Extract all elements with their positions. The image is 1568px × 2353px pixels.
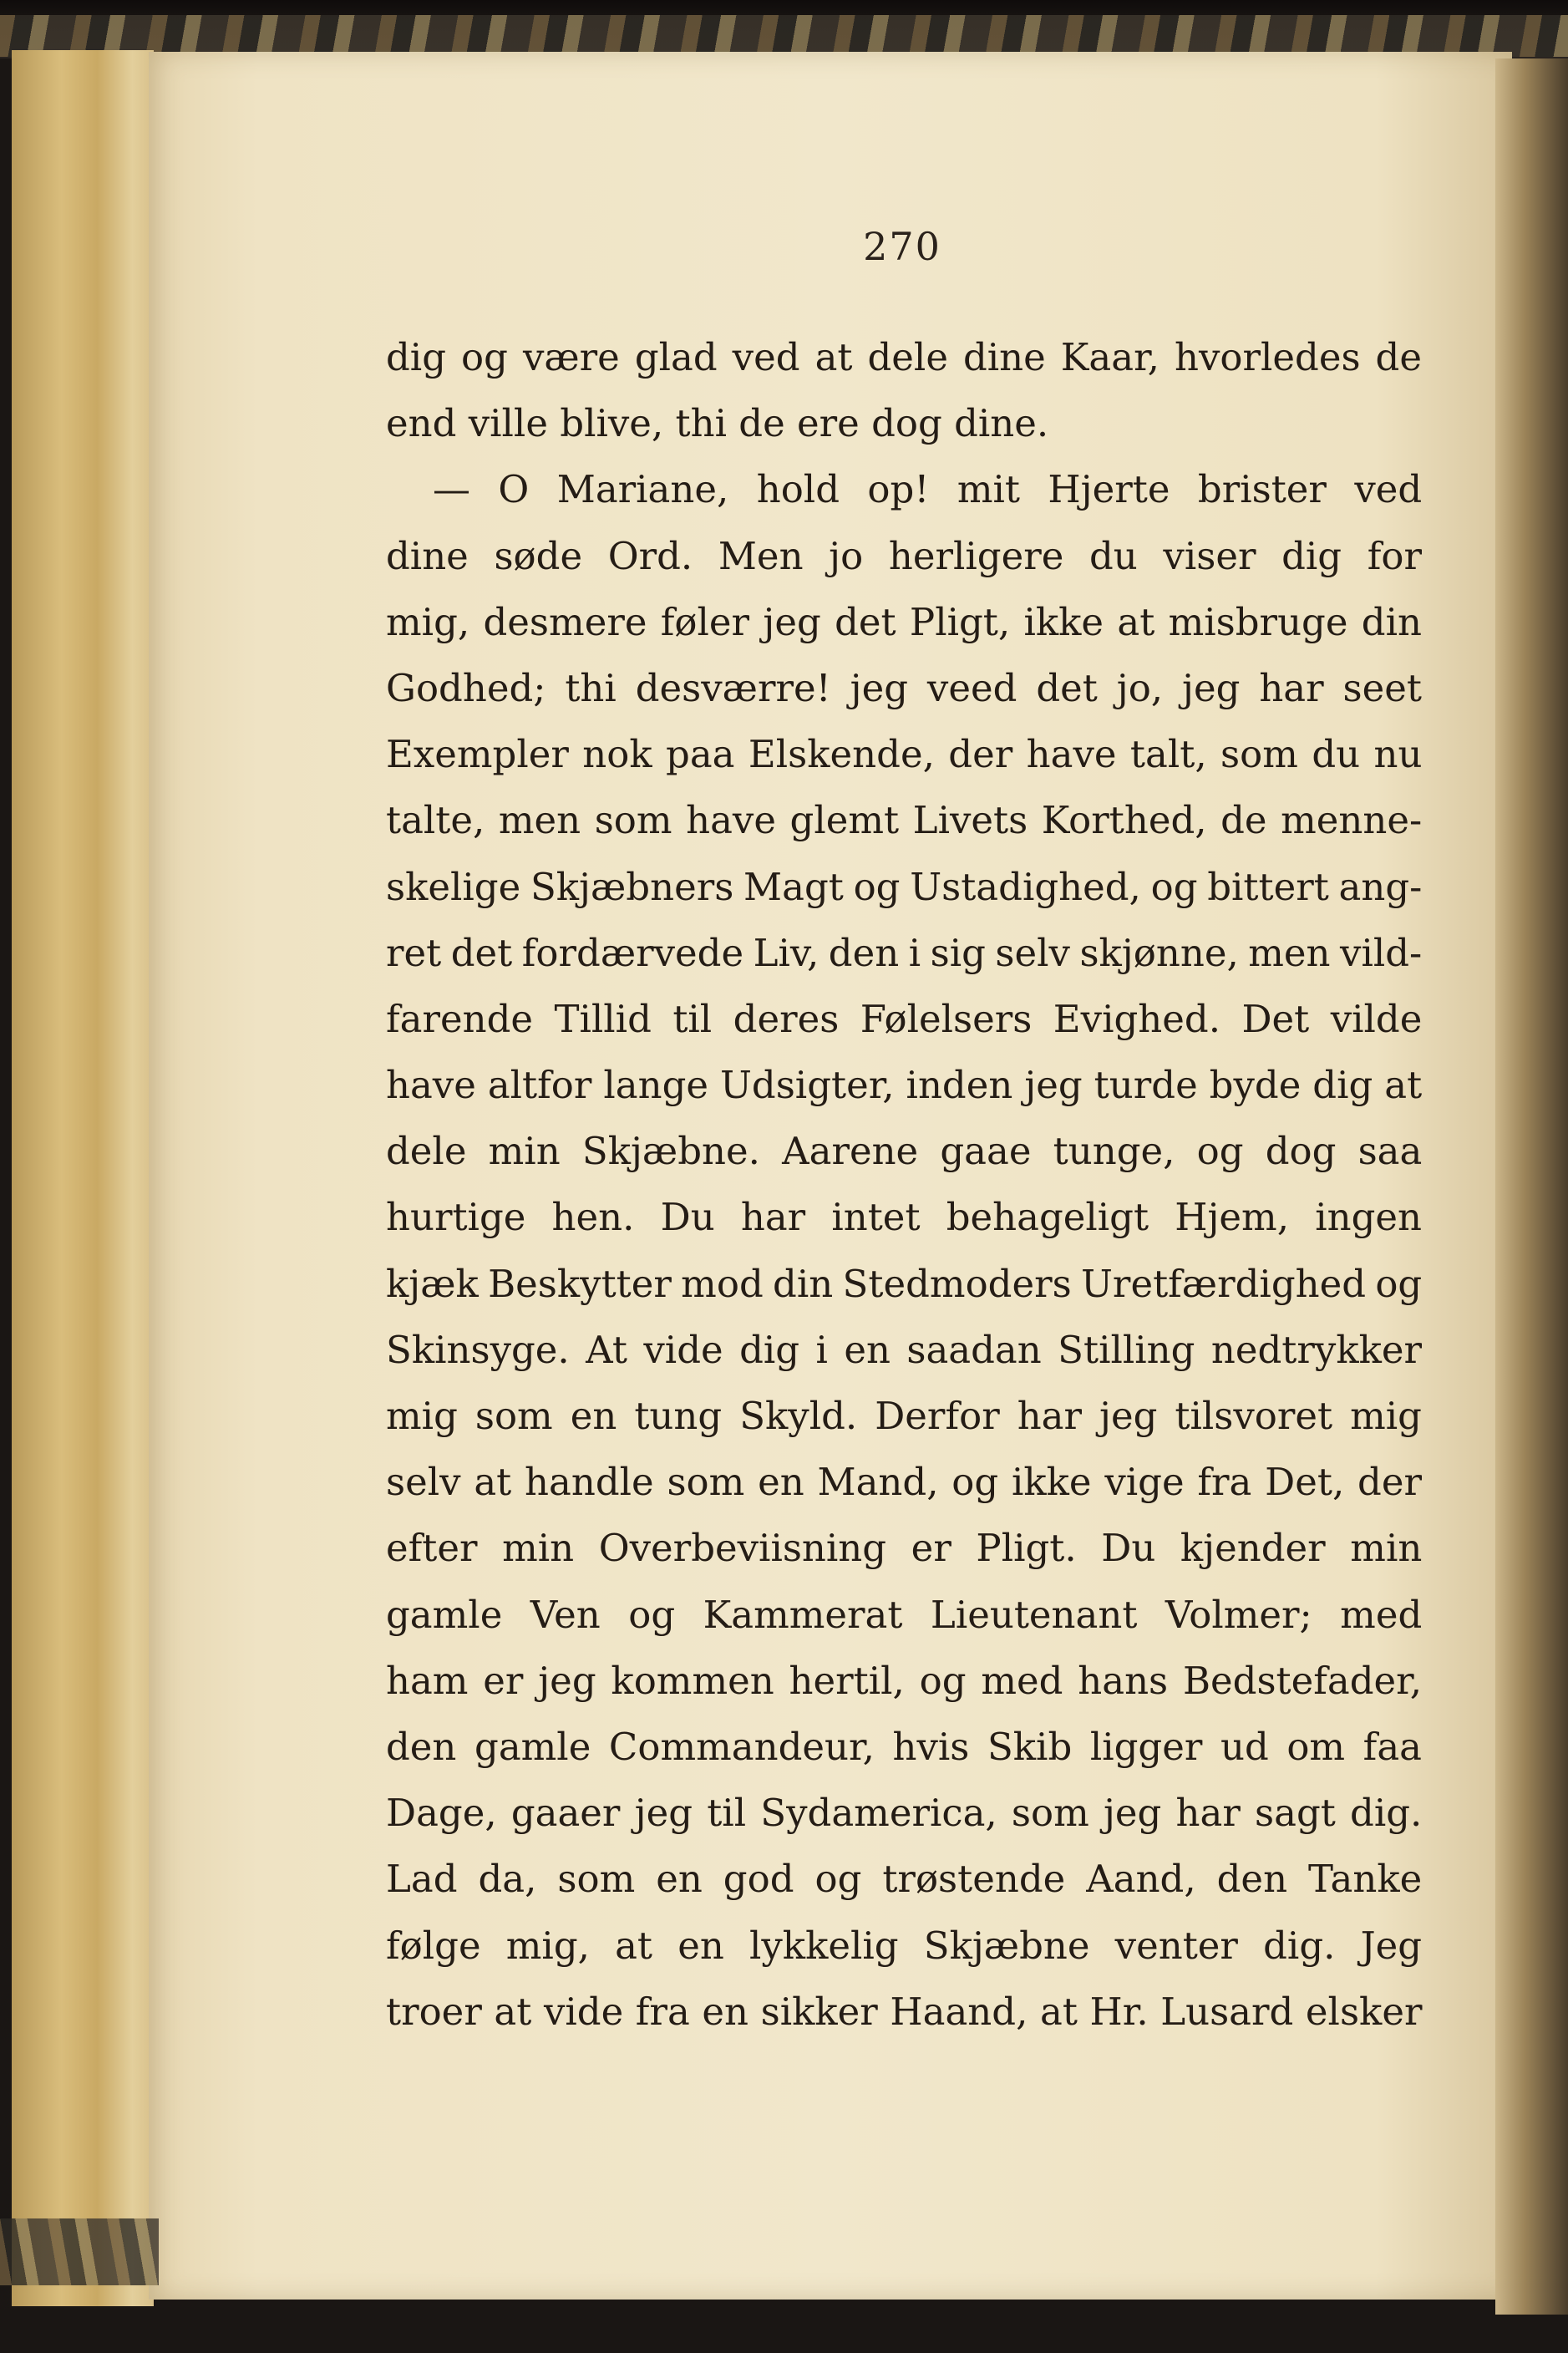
text-line: mig som en tung Skyld. Derfor har jeg tilsvoret mig	[386, 1394, 1422, 1438]
page-text	[386, 324, 1422, 2045]
text-line: efter min Overbeviisning er Pligt. Du kjender min	[386, 1526, 1423, 1571]
text-line: troer at vide fra en sikker Haand, at Hr. Lusard elsker	[386, 1989, 1423, 2034]
text-line: Lad da, som en god og trøstende Aand, den Tanke	[386, 1857, 1423, 1902]
text-line: have altfor lange Udsigter, inden jeg turde byde dig at	[386, 1063, 1423, 1108]
text-line: ham er jeg kommen hertil, og med hans Bedstefader,	[386, 1658, 1423, 1703]
text-line: dele min Skjæbne. Aarene gaae tunge, og dog saa	[386, 1129, 1423, 1174]
text-line: farende Tillid til deres Følelsers Evighed. Det vilde	[386, 996, 1423, 1041]
page-gutter	[1495, 58, 1568, 2315]
text-line: skelige Skjæbners Magt og Ustadighed, og bittert ang-	[386, 864, 1423, 909]
text-line: Skinsyge. At vide dig i en saadan Stilling nedtrykker	[386, 1327, 1422, 1372]
marbled-cover-bottom	[0, 2218, 159, 2285]
text-line: ret det fordærvede Liv, den i sig selv skjønne, men vild-	[386, 930, 1423, 975]
text-line: dine søde Ord. Men jo herligere du viser dig for	[386, 533, 1423, 578]
text-line: hurtige hen. Du har intet behageligt Hjem, ingen	[386, 1195, 1422, 1240]
text-line: dig og være glad ved at dele dine Kaar, hvorledes de	[386, 335, 1422, 379]
text-line: mig, desmere føler jeg det Pligt, ikke at misbruge din	[386, 599, 1422, 644]
text-line: Dage, gaaer jeg til Sydamerica, som jeg har sagt dig.	[386, 1791, 1423, 1836]
page-edge-stack	[12, 50, 154, 2306]
text-line: — O Mariane, hold op! mit Hjerte brister ved	[433, 467, 1423, 512]
text-line: selv at handle som en Mand, og ikke vige fra Det, der	[386, 1460, 1422, 1505]
text-line: kjæk Beskytter mod din Stedmoders Uretfærdighed og	[386, 1261, 1423, 1306]
text-line: den gamle Commandeur, hvis Skib ligger ud om faa	[386, 1724, 1422, 1769]
text-line: end ville blive, thi de ere dog dine.	[386, 401, 1049, 446]
text-line: Exempler nok paa Elskende, der have talt, som du nu	[386, 732, 1423, 777]
text-line: Godhed; thi desværre! jeg veed det jo, jeg har seet	[386, 665, 1422, 710]
text-line: følge mig, at en lykkelig Skjæbne venter dig. Jeg	[386, 1923, 1423, 1968]
text-line: talte, men som have glemt Livets Korthed, de menne-	[386, 798, 1423, 843]
page-number: 270	[863, 224, 941, 269]
text-line: gamle Ven og Kammerat Lieutenant Volmer; med	[386, 1592, 1423, 1637]
marbled-cover-top	[0, 15, 1568, 57]
